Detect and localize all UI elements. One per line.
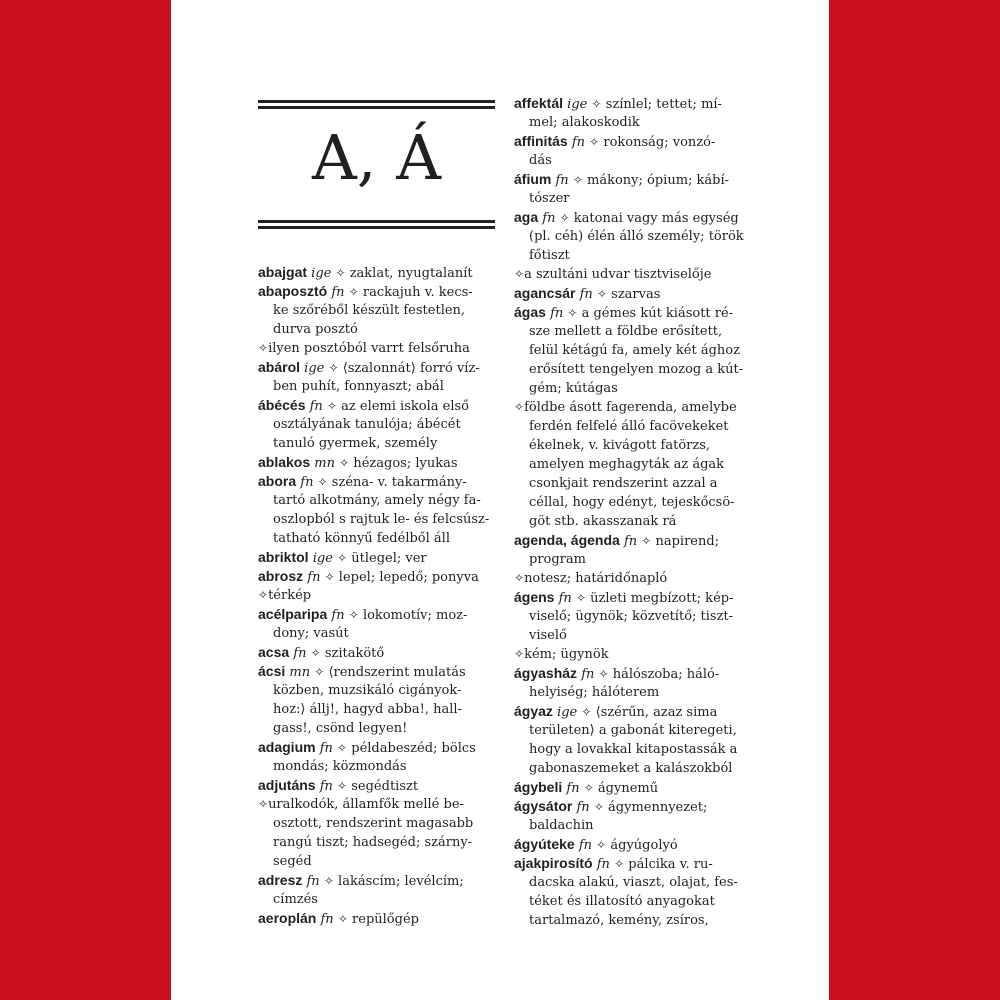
headword: affektál <box>514 95 564 111</box>
continuation-line <box>529 455 751 474</box>
headword: ágyúteke <box>514 836 575 852</box>
definition-text: ágynemű <box>597 781 659 796</box>
dictionary-entry <box>514 797 751 816</box>
sense-marker-icon: ✧ <box>614 857 625 871</box>
sense-line <box>514 265 751 284</box>
sense-line <box>514 645 751 664</box>
dictionary-entry <box>514 132 751 151</box>
part-of-speech: fn <box>550 306 564 321</box>
continuation-line <box>529 512 751 531</box>
definition-text: lepel; lepedő; ponyva <box>338 570 479 585</box>
part-of-speech: fn <box>576 800 590 815</box>
definition-text: viselő <box>529 628 567 643</box>
sense-marker-icon: ✧ <box>323 874 334 888</box>
part-of-speech: fn <box>581 667 595 682</box>
continuation-line <box>529 626 751 645</box>
headword: ágyaz <box>514 703 553 719</box>
continuation-line <box>273 491 495 510</box>
headword: ábécés <box>258 397 306 413</box>
sense-marker-icon: ✧ <box>598 667 609 681</box>
definition-text: (pl. céh) élén álló személy; török <box>529 229 744 244</box>
continuation-line <box>529 683 751 702</box>
definition-text: rokonság; vonzó- <box>603 135 716 150</box>
definition-text: amelyen meghagyták az ágak <box>529 457 725 472</box>
continuation-line <box>529 721 751 740</box>
dictionary-entry <box>514 284 751 303</box>
sense-marker-icon: ✧ <box>575 591 586 605</box>
dictionary-entry <box>258 605 495 624</box>
dictionary-entry <box>258 909 495 928</box>
headword: ágybeli <box>514 779 563 795</box>
sense-line <box>514 398 751 417</box>
part-of-speech: mn <box>314 456 335 471</box>
dictionary-entry <box>258 548 495 567</box>
continuation-line <box>529 911 751 930</box>
sense-line <box>514 569 751 588</box>
dictionary-entry <box>258 263 495 282</box>
headword: agancsár <box>514 285 576 301</box>
continuation-line <box>529 474 751 493</box>
sense-marker-icon: ✧ <box>596 838 607 852</box>
continuation-line <box>273 624 495 643</box>
sense-marker-icon: ✧ <box>591 97 602 111</box>
headword: acélparipa <box>258 606 328 622</box>
sense-marker-icon: ✧ <box>641 534 652 548</box>
headword: abrosz <box>258 568 304 584</box>
dictionary-entry <box>258 282 495 301</box>
definition-text: ágymennyezet; <box>608 800 708 815</box>
dictionary-entry <box>514 854 751 873</box>
definition-text: főtiszt <box>529 248 570 263</box>
definition-text: lakáscím; levélcím; <box>338 874 464 889</box>
continuation-line <box>529 417 751 436</box>
definition-text: ágyúgolyó <box>610 838 678 853</box>
definition-text: téket és illatosító anyagokat <box>529 894 715 909</box>
bottom-rule-1 <box>258 220 495 223</box>
top-rule-2 <box>258 106 495 109</box>
section-letter-title: A, Á <box>312 121 441 194</box>
definition-text: program <box>529 552 586 567</box>
definition-text: dony; vasút <box>273 626 349 641</box>
definition-text: repülőgép <box>352 912 419 927</box>
definition-text: ⟨szérűn, azaz sima <box>595 705 718 720</box>
continuation-line <box>273 301 495 320</box>
dictionary-entry <box>514 208 751 227</box>
sense-marker-icon: ✧ <box>258 797 269 811</box>
sense-marker-icon: ✧ <box>317 475 328 489</box>
continuation-line <box>529 113 751 132</box>
headword: ágysátor <box>514 798 573 814</box>
sense-marker-icon: ✧ <box>310 646 321 660</box>
definition-text: katonai vagy más egység <box>573 211 739 226</box>
definition-text: ilyen posztóból varrt felsőruha <box>268 341 470 356</box>
headword: abora <box>258 473 297 489</box>
definition-text: baldachin <box>529 818 594 833</box>
part-of-speech: fn <box>307 570 321 585</box>
dictionary-entry <box>514 170 751 189</box>
dictionary-entry <box>258 643 495 662</box>
sense-marker-icon: ✧ <box>567 306 578 320</box>
continuation-line <box>273 814 495 833</box>
definition-text: durva posztó <box>273 322 358 337</box>
sense-marker-icon: ✧ <box>348 285 359 299</box>
dictionary-entry <box>514 588 751 607</box>
part-of-speech: fn <box>319 779 333 794</box>
sense-marker-icon: ✧ <box>337 912 348 926</box>
definition-text: térkép <box>268 588 312 603</box>
dictionary-entry <box>258 567 495 586</box>
part-of-speech: fn <box>571 135 586 150</box>
continuation-line <box>273 700 495 719</box>
headword: abaposztó <box>258 283 328 299</box>
continuation-line <box>529 246 751 265</box>
definition-text: tószer <box>529 191 570 206</box>
definition-text: hogy a lovakkal kitapostassák a <box>529 742 738 757</box>
definition-text: széna- v. takarmány- <box>331 475 467 490</box>
definition-text: ⟨rendszerint mulatás <box>328 665 466 680</box>
continuation-line <box>273 434 495 453</box>
dictionary-entry <box>514 531 751 550</box>
headword: ablakos <box>258 454 311 470</box>
continuation-line <box>529 759 751 778</box>
definition-text: rangú tiszt; hadsegéd; szárny- <box>273 835 473 850</box>
definition-text: mákony; ópium; kábí- <box>587 173 730 188</box>
sense-marker-icon: ✧ <box>339 456 350 470</box>
headword: ácsi <box>258 663 286 679</box>
definition-text: oszlopból s rajtuk le- és felcsúsz- <box>273 512 490 527</box>
definition-text: segédtiszt <box>351 779 419 794</box>
definition-text: példabeszéd; bölcs <box>351 741 476 756</box>
headword: abárol <box>258 359 301 375</box>
definition-text: hézagos; lyukas <box>353 456 458 471</box>
continuation-line <box>529 341 751 360</box>
definition-text: kém; ügynök <box>524 647 609 662</box>
continuation-line <box>273 833 495 852</box>
headword: abriktol <box>258 549 309 565</box>
sense-marker-icon: ✧ <box>596 287 608 301</box>
part-of-speech: fn <box>320 912 334 927</box>
headword: affinitás <box>514 133 568 149</box>
definition-text: ⟨szalonnát⟩ forró víz- <box>342 361 480 376</box>
sense-marker-icon: ✧ <box>348 608 359 622</box>
headword: ágens <box>514 589 555 605</box>
definition-text: az elemi iskola első <box>341 399 469 414</box>
part-of-speech: fn <box>623 534 638 549</box>
sense-marker-icon: ✧ <box>572 173 583 187</box>
sense-marker-icon: ✧ <box>559 211 570 225</box>
dictionary-entry <box>514 778 751 797</box>
headword: adjutáns <box>258 777 316 793</box>
headword: adagium <box>258 739 316 755</box>
headword: abajgat <box>258 264 308 280</box>
sense-marker-icon: ✧ <box>514 571 525 585</box>
definition-text: hoz:⟩ állj!, hagyd abba!, hall- <box>273 702 462 717</box>
part-of-speech: fn <box>566 781 580 796</box>
part-of-speech: ige <box>557 705 578 720</box>
headword: áfium <box>514 171 552 187</box>
continuation-line <box>273 757 495 776</box>
continuation-line <box>273 415 495 434</box>
definition-text: göt stb. akasszanak rá <box>529 514 677 529</box>
dictionary-entry <box>514 664 751 683</box>
sense-marker-icon: ✧ <box>314 665 325 679</box>
part-of-speech: fn <box>331 285 345 300</box>
definition-text: ferdén felfelé álló facövekeket <box>529 419 729 434</box>
sense-marker-icon: ✧ <box>583 781 594 795</box>
sense-marker-icon: ✧ <box>589 135 600 149</box>
continuation-line <box>529 816 751 835</box>
definition-text: címzés <box>273 892 318 907</box>
continuation-line <box>529 189 751 208</box>
definition-text: sze mellett a földbe erősített, <box>529 324 723 339</box>
definition-text: földbe ásott fagerenda, amelybe <box>524 400 737 415</box>
sense-marker-icon: ✧ <box>337 551 348 565</box>
dictionary-entry <box>258 871 495 890</box>
continuation-line <box>273 852 495 871</box>
definition-text: uralkodók, államfők mellé be- <box>268 797 464 812</box>
definition-text: notesz; határidőnapló <box>524 571 668 586</box>
dictionary-entry <box>258 776 495 795</box>
continuation-line <box>273 510 495 529</box>
bottom-rule-2 <box>258 226 495 229</box>
sense-marker-icon: ✧ <box>337 741 348 755</box>
continuation-line <box>529 436 751 455</box>
definition-text: céllal, hogy edényt, tejeskőcsö- <box>529 495 735 510</box>
headword: ajakpirosító <box>514 855 593 871</box>
part-of-speech: fn <box>578 838 593 853</box>
sense-line <box>258 339 495 358</box>
definition-text: osztott, rendszerint magasabb <box>273 816 474 831</box>
definition-text: tartalmazó, kemény, zsíros, <box>529 913 709 928</box>
section-heading <box>258 98 495 232</box>
headword: aeroplán <box>258 910 317 926</box>
dictionary-entry <box>514 702 751 721</box>
definition-text: zaklat, nyugtalanít <box>349 266 473 281</box>
definition-text: üzleti megbízott; kép- <box>590 591 734 606</box>
definition-text: mondás; közmondás <box>273 759 407 774</box>
continuation-line <box>529 892 751 911</box>
continuation-line <box>529 322 751 341</box>
dictionary-entry <box>258 738 495 757</box>
definition-text: pálcika v. ru- <box>628 857 713 872</box>
part-of-speech: ige <box>311 266 332 281</box>
continuation-line <box>529 873 751 892</box>
definition-text: lokomotív; moz- <box>362 608 468 623</box>
definition-text: ben puhít, fonnyaszt; abál <box>273 379 444 394</box>
part-of-speech: fn <box>306 874 320 889</box>
definition-text: a szultáni udvar tisztviselője <box>524 267 712 282</box>
headword: acsa <box>258 644 290 660</box>
definition-text: dás <box>529 153 552 168</box>
continuation-line <box>273 890 495 909</box>
definition-text: napirend; <box>655 534 720 549</box>
sense-marker-icon: ✧ <box>324 570 335 584</box>
part-of-speech: ige <box>567 97 588 112</box>
sense-marker-icon: ✧ <box>258 588 269 602</box>
definition-text: ke szőréből készült festetlen, <box>273 303 466 318</box>
part-of-speech: fn <box>331 608 345 623</box>
definition-text: erősített tengelyen mozog a kút- <box>529 362 744 377</box>
headword: ágyasház <box>514 665 578 681</box>
continuation-line <box>529 607 751 626</box>
sense-marker-icon: ✧ <box>328 361 339 375</box>
definition-text: csonkjait rendszerint azzal a <box>529 476 718 491</box>
sense-line <box>258 795 495 814</box>
dictionary-entry <box>258 472 495 491</box>
part-of-speech: fn <box>293 646 307 661</box>
definition-text: tanuló gyermek, személy <box>273 436 438 451</box>
continuation-line <box>529 227 751 246</box>
definition-text: segéd <box>273 854 312 869</box>
continuation-line <box>273 681 495 700</box>
part-of-speech: fn <box>555 173 569 188</box>
definition-text: dacska alakú, viaszt, olajat, fes- <box>529 875 738 890</box>
definition-text: gabonaszemeket a kalászokból <box>529 761 733 776</box>
continuation-line <box>529 379 751 398</box>
part-of-speech: fn <box>596 857 610 872</box>
definition-text: ütlegel; ver <box>351 551 427 566</box>
definition-text: közben, muzsikáló cigányok- <box>273 683 462 698</box>
dictionary-entry <box>514 835 751 854</box>
definition-text: viselő; ügynök; közvetítő; tiszt- <box>529 609 734 624</box>
definition-text: rackajuh v. kecs- <box>362 285 473 300</box>
continuation-line <box>273 719 495 738</box>
part-of-speech: ige <box>312 551 333 566</box>
continuation-line <box>529 151 751 170</box>
sense-marker-icon: ✧ <box>258 341 269 355</box>
headword: ágas <box>514 304 546 320</box>
definition-text: gass!, csönd legyen! <box>273 721 408 736</box>
continuation-line <box>273 529 495 548</box>
definition-text: szarvas <box>611 287 661 302</box>
sense-line <box>258 586 495 605</box>
continuation-line <box>529 360 751 379</box>
headword: adresz <box>258 872 303 888</box>
continuation-line <box>273 320 495 339</box>
definition-text: területen⟩ a gabonát kiteregeti, <box>529 723 737 738</box>
dictionary-entry <box>514 94 751 113</box>
continuation-line <box>529 493 751 512</box>
top-rule-1 <box>258 100 495 103</box>
definition-text: tartó alkotmány, amely négy fa- <box>273 493 481 508</box>
dictionary-entry <box>258 358 495 377</box>
dictionary-entry <box>258 396 495 415</box>
definition-text: gém; kútágas <box>529 381 618 396</box>
part-of-speech: fn <box>309 399 323 414</box>
dictionary-entry <box>258 662 495 681</box>
definition-text: osztályának tanulója; ábécét <box>273 417 461 432</box>
sense-marker-icon: ✧ <box>335 266 346 280</box>
part-of-speech: ige <box>304 361 325 376</box>
definition-text: tatható könnyű fedélből áll <box>273 531 450 546</box>
definition-text: mel; alakoskodik <box>529 115 640 130</box>
definition-text: színlel; tettet; mí- <box>605 97 722 112</box>
continuation-line <box>529 550 751 569</box>
dictionary-entry <box>258 453 495 472</box>
part-of-speech: fn <box>542 211 556 226</box>
part-of-speech: fn <box>579 287 593 302</box>
sense-marker-icon: ✧ <box>514 647 525 661</box>
definition-text: felül kétágú fa, amely két ághoz <box>529 343 740 358</box>
dictionary-entry <box>514 303 751 322</box>
continuation-line <box>529 740 751 759</box>
sense-marker-icon: ✧ <box>337 779 348 793</box>
headword: agenda, ágenda <box>514 532 620 548</box>
part-of-speech: fn <box>319 741 333 756</box>
sense-marker-icon: ✧ <box>593 800 604 814</box>
headword: aga <box>514 209 539 225</box>
sense-marker-icon: ✧ <box>514 400 525 414</box>
definition-text: szitakötő <box>324 646 385 661</box>
definition-text: a gémes kút kiásott ré- <box>581 306 734 321</box>
sense-marker-icon: ✧ <box>326 399 338 413</box>
part-of-speech: fn <box>300 475 314 490</box>
definition-text: helyiség; hálóterem <box>529 685 660 700</box>
part-of-speech: mn <box>289 665 311 680</box>
sense-marker-icon: ✧ <box>581 705 592 719</box>
part-of-speech: fn <box>558 591 572 606</box>
continuation-line <box>273 377 495 396</box>
definition-text: ékelnek, v. kivágott fatörzs, <box>529 438 711 453</box>
definition-text: hálószoba; háló- <box>612 667 720 682</box>
sense-marker-icon: ✧ <box>514 267 525 281</box>
